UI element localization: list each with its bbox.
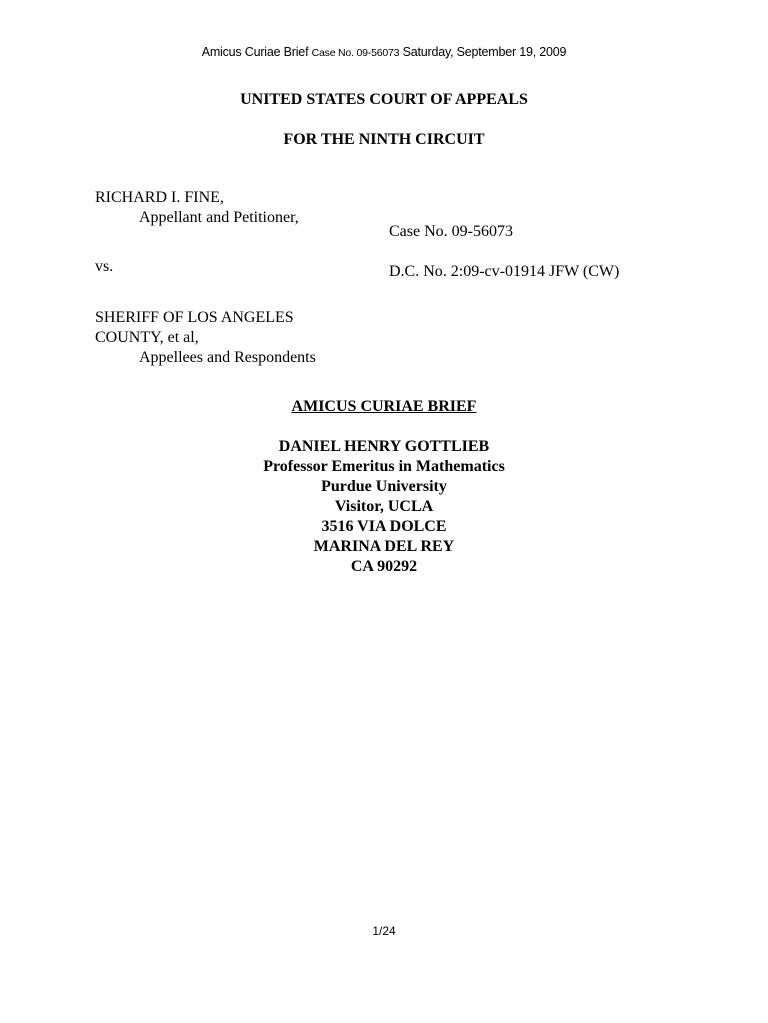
header-title: Amicus Curiae Brief bbox=[201, 45, 312, 59]
versus-label: vs. bbox=[95, 258, 114, 275]
author-name: DANIEL HENRY GOTTLIEB bbox=[278, 438, 490, 455]
author-title: Professor Emeritus in Mathematics bbox=[263, 458, 505, 475]
brief-title: AMICUS CURIAE BRIEF bbox=[291, 398, 477, 415]
author-block bbox=[0, 437, 768, 577]
author-state-zip: CA 90292 bbox=[350, 558, 418, 575]
appellee-block bbox=[95, 308, 316, 368]
header-case-number: Case No. 09-56073 bbox=[311, 47, 400, 59]
case-number: Case No. 09-56073 bbox=[389, 223, 513, 240]
appellee-name-line-2: COUNTY, et al, bbox=[95, 329, 199, 346]
district-court-number: D.C. No. 2:09-cv-01914 JFW (CW) bbox=[389, 263, 620, 280]
appellee-role: Appellees and Respondents bbox=[139, 349, 316, 366]
author-visitor: Visitor, UCLA bbox=[334, 498, 434, 515]
circuit-name: FOR THE NINTH CIRCUIT bbox=[283, 131, 485, 148]
author-university: Purdue University bbox=[321, 478, 447, 495]
author-city: MARINA DEL REY bbox=[313, 538, 455, 555]
running-header bbox=[0, 45, 768, 59]
appellant-block bbox=[95, 188, 299, 228]
page-number: 1/24 bbox=[372, 924, 396, 938]
header-date: Saturday, September 19, 2009 bbox=[399, 45, 567, 59]
appellant-role: Appellant and Petitioner, bbox=[139, 209, 299, 226]
author-street: 3516 VIA DOLCE bbox=[321, 518, 447, 535]
appellee-name-line-1: SHERIFF OF LOS ANGELES bbox=[95, 309, 294, 326]
appellant-name: RICHARD I. FINE, bbox=[95, 189, 224, 206]
court-name: UNITED STATES COURT OF APPEALS bbox=[240, 91, 528, 108]
